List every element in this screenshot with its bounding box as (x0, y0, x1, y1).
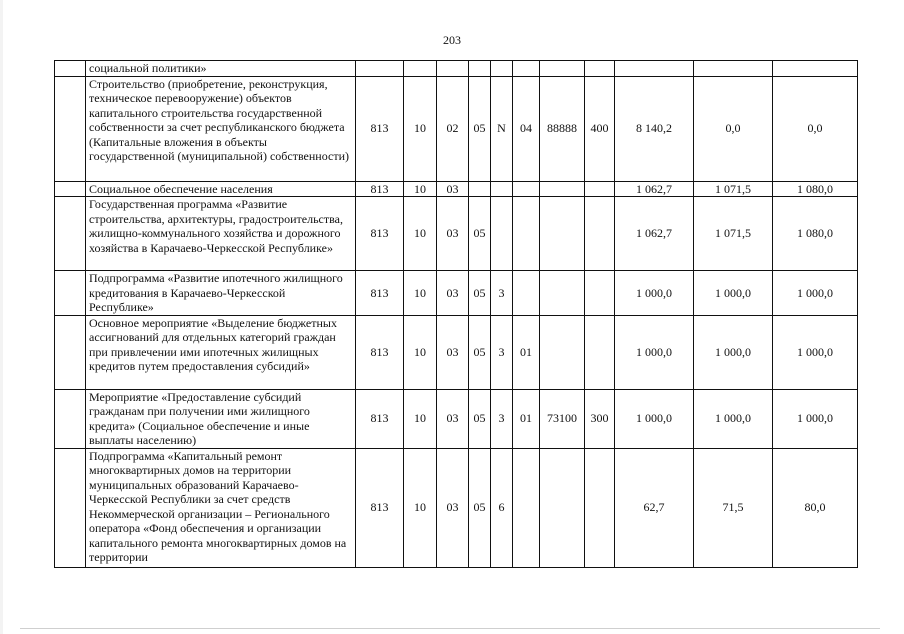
cell-vr (585, 181, 615, 197)
cell-p3 (513, 61, 540, 77)
row-number-cell (55, 271, 86, 316)
cell-name: Мероприятие «Предоставление субсидий гражданам при получении ими жилищного кредита» (Социальное обеспечение и иные выплаты населению) (86, 389, 356, 448)
cell-ved: 813 (356, 181, 404, 197)
table-row (55, 389, 858, 448)
cell-y3: 1 000,0 (773, 271, 858, 316)
cell-y3: 1 080,0 (773, 181, 858, 197)
cell-p3 (513, 448, 540, 567)
cell-p2: N (491, 76, 513, 181)
cell-pr (437, 61, 469, 77)
page-number: 203 (443, 33, 461, 47)
cell-p4 (540, 271, 585, 316)
cell-p3 (513, 181, 540, 197)
cell-rz: 10 (404, 448, 437, 567)
table-row (55, 271, 858, 316)
cell-rz: 10 (404, 315, 437, 389)
cell-name: Строительство (приобретение, реконструкция, техническое перевооружение) объектов капитального строительства государственной собственности за счет республиканского бюджета (Капитальные вложения в объекты государственной (муниципальной) собственности) (86, 76, 356, 181)
cell-p2 (491, 61, 513, 77)
table-row (55, 76, 858, 181)
cell-p3: 04 (513, 76, 540, 181)
cell-vr (585, 315, 615, 389)
cell-p1: 05 (469, 315, 491, 389)
cell-y1: 1 000,0 (615, 315, 694, 389)
cell-y3: 1 000,0 (773, 315, 858, 389)
row-number-cell (55, 61, 86, 77)
cell-vr (585, 197, 615, 271)
cell-p4 (540, 315, 585, 389)
cell-pr: 03 (437, 389, 469, 448)
cell-name: Государственная программа «Развитие строительства, архитектуры, градостроительства, жилищно-коммунального хозяйства и дорожного хозяйства в Карачаево-Черкесской Республике» (86, 197, 356, 271)
cell-y1: 1 000,0 (615, 271, 694, 316)
cell-y2: 71,5 (694, 448, 773, 567)
cell-y3 (773, 61, 858, 77)
cell-y2: 1 071,5 (694, 197, 773, 271)
row-number-cell (55, 197, 86, 271)
cell-vr (585, 61, 615, 77)
cell-y1: 1 062,7 (615, 197, 694, 271)
row-number-cell (55, 76, 86, 181)
cell-y1: 1 062,7 (615, 181, 694, 197)
cell-y1: 8 140,2 (615, 76, 694, 181)
cell-vr: 400 (585, 76, 615, 181)
row-number-cell (55, 389, 86, 448)
cell-p4 (540, 181, 585, 197)
row-number-cell (55, 181, 86, 197)
cell-y2 (694, 61, 773, 77)
cell-p2: 3 (491, 271, 513, 316)
budget-table (54, 60, 858, 568)
cell-vr (585, 271, 615, 316)
cell-ved: 813 (356, 271, 404, 316)
cell-y1: 1 000,0 (615, 389, 694, 448)
cell-y3: 1 080,0 (773, 197, 858, 271)
cell-p4 (540, 448, 585, 567)
cell-p4: 88888 (540, 76, 585, 181)
cell-p1 (469, 61, 491, 77)
cell-p1: 05 (469, 197, 491, 271)
cell-pr: 02 (437, 76, 469, 181)
cell-p1 (469, 181, 491, 197)
cell-p4 (540, 197, 585, 271)
cell-y2: 1 000,0 (694, 389, 773, 448)
cell-pr: 03 (437, 271, 469, 316)
cell-y2: 1 000,0 (694, 315, 773, 389)
cell-p1: 05 (469, 448, 491, 567)
cell-pr: 03 (437, 197, 469, 271)
cell-name: Социальное обеспечение населения (86, 181, 356, 197)
cell-y3: 80,0 (773, 448, 858, 567)
cell-y2: 1 071,5 (694, 181, 773, 197)
cell-y2: 1 000,0 (694, 271, 773, 316)
cell-pr: 03 (437, 448, 469, 567)
table-row (55, 315, 858, 389)
cell-name: Основное мероприятие «Выделение бюджетных ассигнований для отдельных категорий граждан при привлечении ими ипотечных жилищных кредитов путем предоставления субсидий» (86, 315, 356, 389)
cell-p3: 01 (513, 389, 540, 448)
scan-edge (0, 0, 3, 634)
cell-ved: 813 (356, 76, 404, 181)
cell-name: Подпрограмма «Развитие ипотечного жилищного кредитования в Карачаево-Черкесской Республике» (86, 271, 356, 316)
cell-p3 (513, 271, 540, 316)
table-row (55, 197, 858, 271)
table-row (55, 61, 858, 77)
cell-rz: 10 (404, 181, 437, 197)
bottom-rule (20, 628, 880, 629)
cell-p2: 3 (491, 315, 513, 389)
cell-rz: 10 (404, 197, 437, 271)
cell-ved: 813 (356, 315, 404, 389)
row-number-cell (55, 315, 86, 389)
cell-rz: 10 (404, 271, 437, 316)
row-number-cell (55, 448, 86, 567)
cell-p1: 05 (469, 271, 491, 316)
cell-rz: 10 (404, 389, 437, 448)
cell-y3: 0,0 (773, 76, 858, 181)
cell-pr: 03 (437, 181, 469, 197)
cell-y1: 62,7 (615, 448, 694, 567)
cell-ved: 813 (356, 389, 404, 448)
cell-p2 (491, 181, 513, 197)
cell-p2: 6 (491, 448, 513, 567)
cell-ved (356, 61, 404, 77)
cell-y3: 1 000,0 (773, 389, 858, 448)
cell-p2: 3 (491, 389, 513, 448)
cell-y2: 0,0 (694, 76, 773, 181)
cell-p3 (513, 197, 540, 271)
cell-y1 (615, 61, 694, 77)
cell-name: Подпрограмма «Капитальный ремонт многоквартирных домов на территории муниципальных образований Карачаево-Черкесской Республики за счет средств Некоммерческой организации – Регионального оператора «Фонд обеспечения и организации капитального ремонта многоквартирных домов на территории (86, 448, 356, 567)
cell-p2 (491, 197, 513, 271)
cell-p4: 73100 (540, 389, 585, 448)
cell-vr: 300 (585, 389, 615, 448)
cell-vr (585, 448, 615, 567)
cell-p4 (540, 61, 585, 77)
table-row (55, 448, 858, 567)
cell-p3: 01 (513, 315, 540, 389)
table-row (55, 181, 858, 197)
cell-p1: 05 (469, 76, 491, 181)
cell-pr: 03 (437, 315, 469, 389)
cell-rz: 10 (404, 76, 437, 181)
cell-ved: 813 (356, 197, 404, 271)
cell-name: социальной политики» (86, 61, 356, 77)
cell-rz (404, 61, 437, 77)
cell-p1: 05 (469, 389, 491, 448)
cell-ved: 813 (356, 448, 404, 567)
